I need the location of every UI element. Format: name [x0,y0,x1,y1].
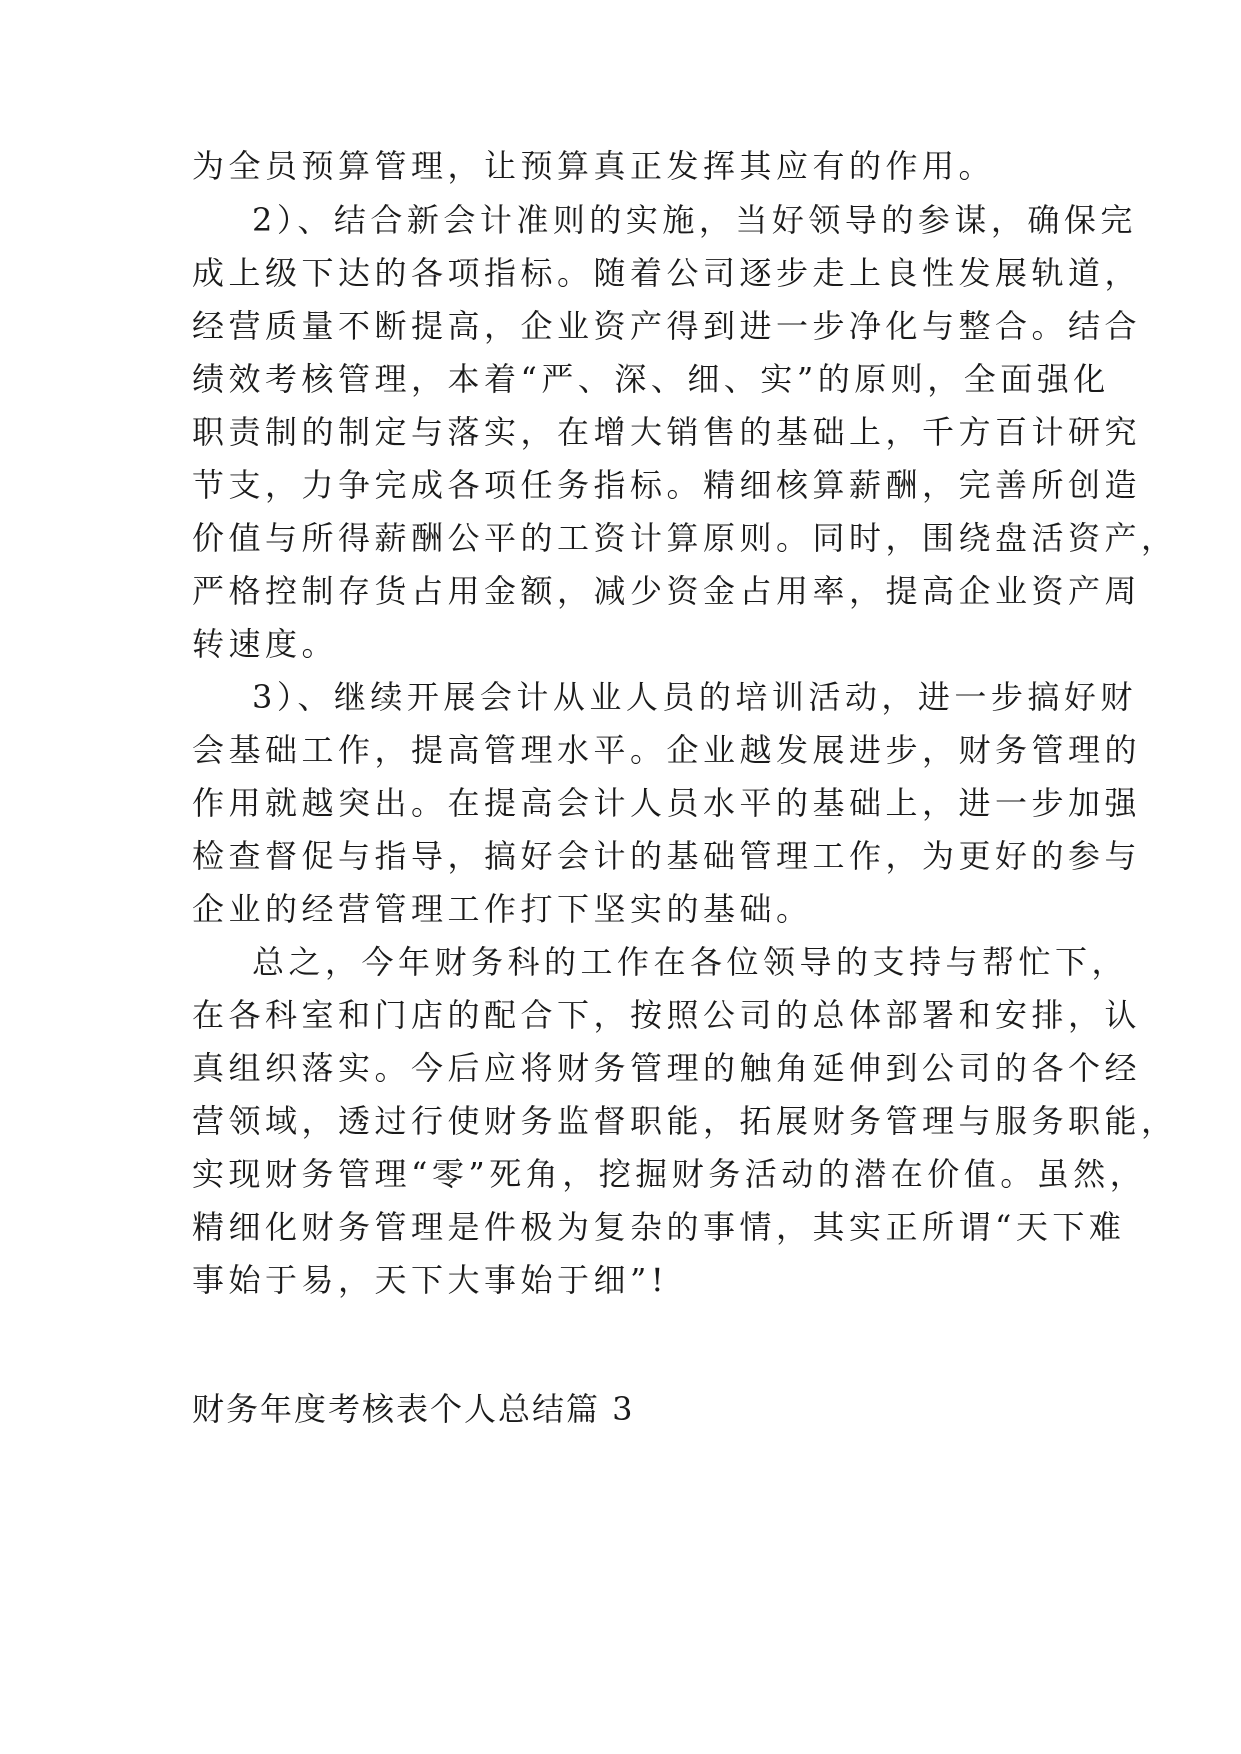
text-line: 在各科室和门店的配合下，按照公司的总体部署和安排，认 [192,996,1142,1034]
text-line: 企业的经营管理工作打下坚实的基础。 [192,890,813,928]
text-line: 为全员预算管理，让预算真正发挥其应有的作用。 [192,147,996,185]
text-line: 节支，力争完成各项任务指标。精细核算薪酬，完善所创造 [192,466,1142,504]
text-line: 职责制的制定与落实，在增大销售的基础上，千方百计研究 [192,413,1142,451]
text-line: 价值与所得薪酬公平的工资计算原则。同时，围绕盘活资产， [192,519,1178,557]
section-heading: 财务年度考核表个人总结篇 3 [192,1390,635,1428]
text-line: 转速度。 [192,625,339,663]
text-line: 事始于易，天下大事始于细”! [192,1261,669,1299]
text-line: 2）、结合新会计准则的实施，当好领导的参谋，确保完 [252,201,1137,239]
text-line: 作用就越突出。在提高会计人员水平的基础上，进一步加强 [192,784,1142,822]
text-line: 实现财务管理“零”死角，挖掘财务活动的潜在价值。虽然， [192,1155,1147,1193]
text-line: 绩效考核管理，本着“严、深、细、实”的原则，全面强化 [192,360,1110,398]
text-line: 总之，今年财务科的工作在各位领导的支持与帮忙下， [252,943,1129,981]
text-line: 营领域，透过行使财务监督职能，拓展财务管理与服务职能， [192,1102,1178,1140]
text-line: 经营质量不断提高，企业资产得到进一步净化与整合。结合 [192,307,1142,345]
text-line: 精细化财务管理是件极为复杂的事情，其实正所谓“天下难 [192,1208,1126,1246]
text-line: 成上级下达的各项指标。随着公司逐步走上良性发展轨道， [192,254,1142,292]
text-line: 真组织落实。今后应将财务管理的触角延伸到公司的各个经 [192,1049,1142,1087]
text-line: 3）、继续开展会计从业人员的培训活动，进一步搞好财 [252,678,1137,716]
text-line: 会基础工作，提高管理水平。企业越发展进步，财务管理的 [192,731,1142,769]
text-line: 检查督促与指导，搞好会计的基础管理工作，为更好的参与 [192,837,1142,875]
text-line: 严格控制存货占用金额，减少资金占用率，提高企业资产周 [192,572,1142,610]
